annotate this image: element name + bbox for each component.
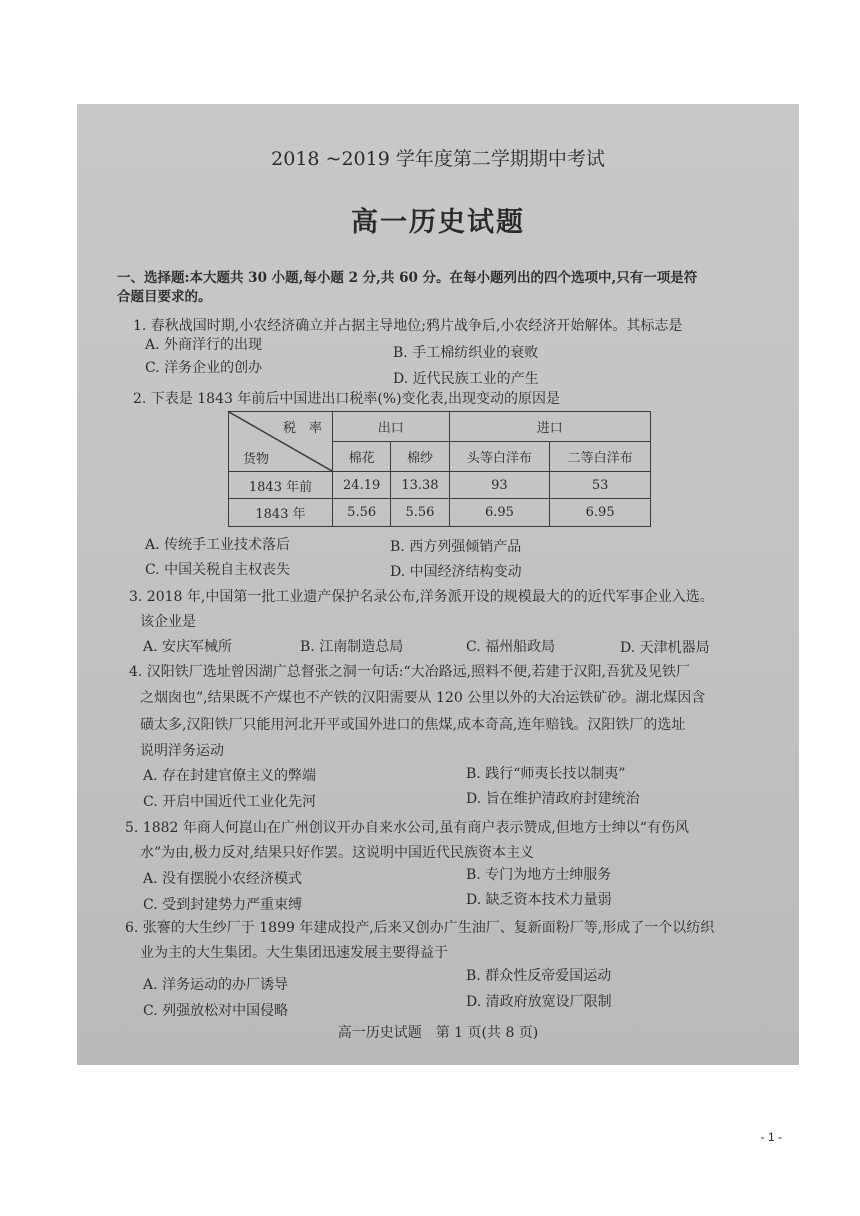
header-export: 出口	[333, 412, 450, 442]
q6-stem-line2: 业为主的大生集团。大生集团迅速发展主要得益于	[140, 945, 448, 961]
q5-option-b: B. 专门为地方士绅服务	[466, 867, 612, 883]
q6-option-a: A. 洋务运动的办厂诱导	[143, 977, 289, 993]
table-row	[229, 472, 651, 499]
col-second-grade-cloth: 二等白洋布	[550, 442, 651, 472]
tax-rate-table	[228, 411, 651, 527]
subject-title: 高一历史试题	[351, 207, 525, 238]
q3-option-c: C. 福州船政局	[466, 639, 556, 655]
q5-stem-line2: 水”为由,极力反对,结果只好作罢。这说明中国近代民族资本主义	[140, 845, 535, 861]
q3-option-b: B. 江南制造总局	[300, 639, 404, 655]
table-cell: 93	[449, 472, 550, 499]
q4-stem-line1: 4. 汉阳铁厂选址曾因湖广总督张之洞一句话:“大冶路远,照料不便,若建于汉阳,吾犹及见铁厂	[129, 664, 691, 680]
q6-option-d: D. 清政府放宽设厂限制	[466, 994, 612, 1010]
table-cell: 6.95	[550, 499, 651, 527]
section-heading-cont: 合题目要求的。	[117, 289, 212, 305]
q4-option-d: D. 旨在维护清政府封建统治	[466, 791, 640, 807]
table-cell: 53	[550, 472, 651, 499]
q1-stem: 1. 春秋战国时期,小农经济确立并占据主导地位;鸦片战争后,小农经济开始解体。其标志是	[133, 318, 683, 334]
section-heading: 一、选择题:本大题共 30 小题,每小题 2 分,共 60 分。在每小题列出的四个选项中,只有一项是符	[117, 270, 698, 286]
q6-option-c: C. 列强放松对中国侵略	[143, 1003, 289, 1019]
q1-option-b: B. 手工棉纺织业的衰败	[393, 345, 539, 361]
q3-stem-line2: 该企业是	[140, 614, 196, 630]
q2-option-a: A. 传统手工业技术落后	[145, 537, 291, 553]
exam-paper-photo	[77, 104, 799, 1065]
table-corner-header	[229, 412, 333, 472]
q2-option-d: D. 中国经济结构变动	[390, 564, 522, 580]
q1-option-d: D. 近代民族工业的产生	[393, 371, 539, 387]
col-first-grade-cloth: 头等白洋布	[449, 442, 550, 472]
q5-stem-line1: 5. 1882 年商人何崑山在广州创议开办自来水公司,虽有商户表示赞成,但地方士绅以“有伤风	[125, 820, 689, 836]
row-label: 1843 年前	[229, 472, 333, 499]
q5-option-a: A. 没有摆脱小农经济模式	[143, 871, 303, 887]
col-cotton-yarn: 棉纱	[391, 442, 449, 472]
table-cell: 24.19	[333, 472, 391, 499]
row-label: 1843 年	[229, 499, 333, 527]
q1-option-a: A. 外商洋行的出现	[145, 337, 263, 353]
q3-stem-line1: 3. 2018 年,中国第一批工业遗产保护名录公布,洋务派开设的规模最大的的近代军事企业入选。	[129, 589, 714, 605]
q6-stem-line1: 6. 张謇的大生纱厂于 1899 年建成投产,后来又创办广生油厂、复新面粉厂等,形成了一个以纺织	[125, 920, 715, 936]
corner-label-goods: 货物	[243, 452, 270, 467]
q4-stem-line3: 磺太多,汉阳铁厂只能用河北开平或国外进口的焦煤,成本奇高,连年赔钱。汉阳铁厂的选址	[140, 717, 686, 733]
q4-stem-line2: 之烟囱也”,结果既不产煤也不产铁的汉阳需要从 120 公里以外的大冶运铁矿砂。湖北煤因含	[140, 690, 706, 706]
q4-option-c: C. 开启中国近代工业化先河	[143, 794, 317, 810]
exam-title: 2018 ~2019 学年度第二学期期中考试	[271, 148, 605, 170]
table-cell: 6.95	[449, 499, 550, 527]
table-cell: 13.38	[391, 472, 449, 499]
table-cell: 5.56	[333, 499, 391, 527]
table-row	[229, 499, 651, 527]
q1-option-c: C. 洋务企业的创办	[145, 360, 263, 376]
q2-option-b: B. 西方列强倾销产品	[390, 539, 522, 555]
q4-option-a: A. 存在封建官僚主义的弊端	[143, 768, 317, 784]
corner-label-tax-rate: 税 率	[282, 421, 322, 436]
page-footer: 高一历史试题 第 1 页(共 8 页)	[337, 1025, 539, 1041]
table-cell: 5.56	[391, 499, 449, 527]
q5-option-c: C. 受到封建势力严重束缚	[143, 897, 303, 913]
col-cotton: 棉花	[333, 442, 391, 472]
q4-option-b: B. 践行“师夷长技以制夷”	[466, 766, 626, 782]
q2-option-c: C. 中国关税自主权丧失	[145, 562, 291, 578]
q6-option-b: B. 群众性反帝爱国运动	[466, 968, 612, 984]
q5-option-d: D. 缺乏资本技术力量弱	[466, 892, 612, 908]
page-number: - 1 -	[760, 1130, 782, 1144]
q3-option-a: A. 安庆军械所	[143, 639, 233, 655]
header-import: 进口	[449, 412, 650, 442]
q4-stem-line4: 说明洋务运动	[140, 743, 224, 759]
q2-stem: 2. 下表是 1843 年前后中国进出口税率(%)变化表,出现变动的原因是	[133, 391, 561, 407]
q3-option-d: D. 天津机器局	[620, 640, 710, 656]
